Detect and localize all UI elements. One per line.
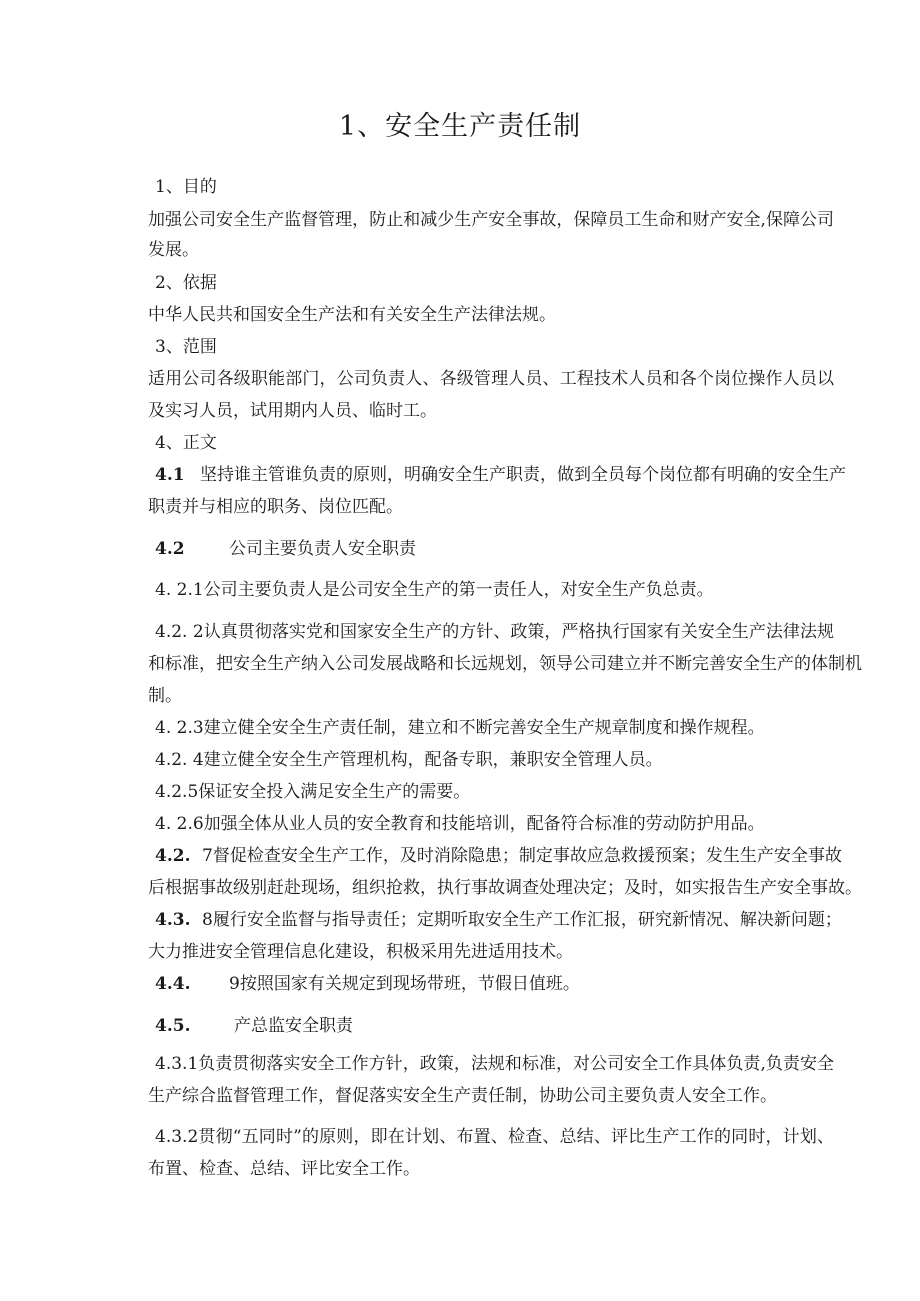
clause-4-1-line-1: 坚持谁主管谁负责的原则，明确安全生产职责，做到全员每个岗位都有明确的安全生产 [200, 465, 846, 485]
clause-number-4-4-9: 4.4. [155, 974, 191, 994]
section-heading-purpose: 1、目的 [155, 177, 217, 197]
clause-4-5-heading: 产总监安全职责 [234, 1016, 353, 1036]
clause-4-2-6: 4. 2.6加强全体从业人员的安全教育和技能培训，配备符合标准的劳动防护用品。 [155, 814, 765, 834]
clause-4-3-1-line-2: 生产综合监督管理工作，督促落实安全生产责任制，协助公司主要负责人安全工作。 [148, 1086, 777, 1106]
clause-4-3-2-line-2: 布置、检查、总结、评比安全工作。 [148, 1159, 420, 1179]
clause-number-4-2: 4.2 [155, 539, 185, 559]
clause-number-4-5: 4.5. [155, 1016, 191, 1036]
clause-4-2-2-line-1: 4.2. 2认真贯彻落实党和国家安全生产的方针、政策，严格执行国家有关安全生产法律法规 [155, 622, 834, 642]
section-heading-basis: 2、依据 [155, 273, 217, 293]
clause-4-3-8-line-2: 大力推进安全管理信息化建设，积极采用先进适用技术。 [148, 942, 573, 962]
clause-4-2-2-line-2: 和标准，把安全生产纳入公司发展战略和长远规划，领导公司建立并不断完善安全生产的体制机 [148, 654, 862, 674]
clause-4-2-2-line-3: 制。 [148, 686, 182, 706]
section-heading-scope: 3、范围 [155, 337, 217, 357]
scope-text-line-1: 适用公司各级职能部门，公司负责人、各级管理人员、工程技术人员和各个岗位操作人员以 [148, 369, 834, 389]
clause-4-3-1-line-1: 4.3.1负责贯彻落实安全工作方针，政策，法规和标准，对公司安全工作具体负责,负责安全 [155, 1054, 834, 1074]
clause-4-2-heading: 公司主要负责人安全职责 [229, 539, 416, 559]
clause-4-2-7-line-1: 7督促检查安全生产工作，及时消除隐患；制定事故应急救援预案；发生生产安全事故 [202, 846, 842, 866]
document-title: 1、安全生产责任制 [338, 111, 582, 142]
clause-4-3-8-line-1: 8履行安全监督与指导责任；定期听取安全生产工作汇报，研究新情况、解决新问题； [202, 910, 842, 930]
clause-4-2-4: 4.2. 4建立健全安全生产管理机构，配备专职，兼职安全管理人员。 [155, 750, 663, 770]
scope-text-line-2: 及实习人员，试用期内人员、临时工。 [148, 401, 437, 421]
clause-4-2-1: 4. 2.1公司主要负责人是公司安全生产的第一责任人，对安全生产负总责。 [155, 580, 714, 600]
clause-number-4-3-8: 4.3. [155, 910, 191, 930]
clause-4-3-2-line-1: 4.3.2贯彻“五同时”的原则，即在计划、布置、检查、总结、评比生产工作的同时，计划、 [155, 1127, 834, 1147]
basis-text: 中华人民共和国安全生产法和有关安全生产法律法规。 [148, 305, 556, 325]
section-heading-body: 4、正文 [155, 433, 217, 453]
clause-4-2-3: 4. 2.3建立健全安全生产责任制，建立和不断完善安全生产规章制度和操作规程。 [155, 718, 765, 738]
clause-4-4-9-text: 9按照国家有关规定到现场带班，节假日值班。 [229, 974, 580, 994]
clause-4-2-5: 4.2.5保证安全投入满足安全生产的需要。 [155, 782, 471, 802]
purpose-text-line-1: 加强公司安全生产监督管理，防止和减少生产安全事故，保障员工生命和财产安全,保障公司 [148, 210, 834, 230]
clause-number-4-1: 4.1 [155, 465, 185, 485]
clause-4-1-line-2: 职责并与相应的职务、岗位匹配。 [148, 497, 403, 517]
clause-4-2-7-line-2: 后根据事故级别赶赴现场，组织抢救，执行事故调查处理决定；及时，如实报告生产安全事故。 [148, 878, 862, 898]
clause-number-4-2-7: 4.2. [155, 846, 191, 866]
purpose-text-line-2: 发展。 [148, 240, 199, 260]
